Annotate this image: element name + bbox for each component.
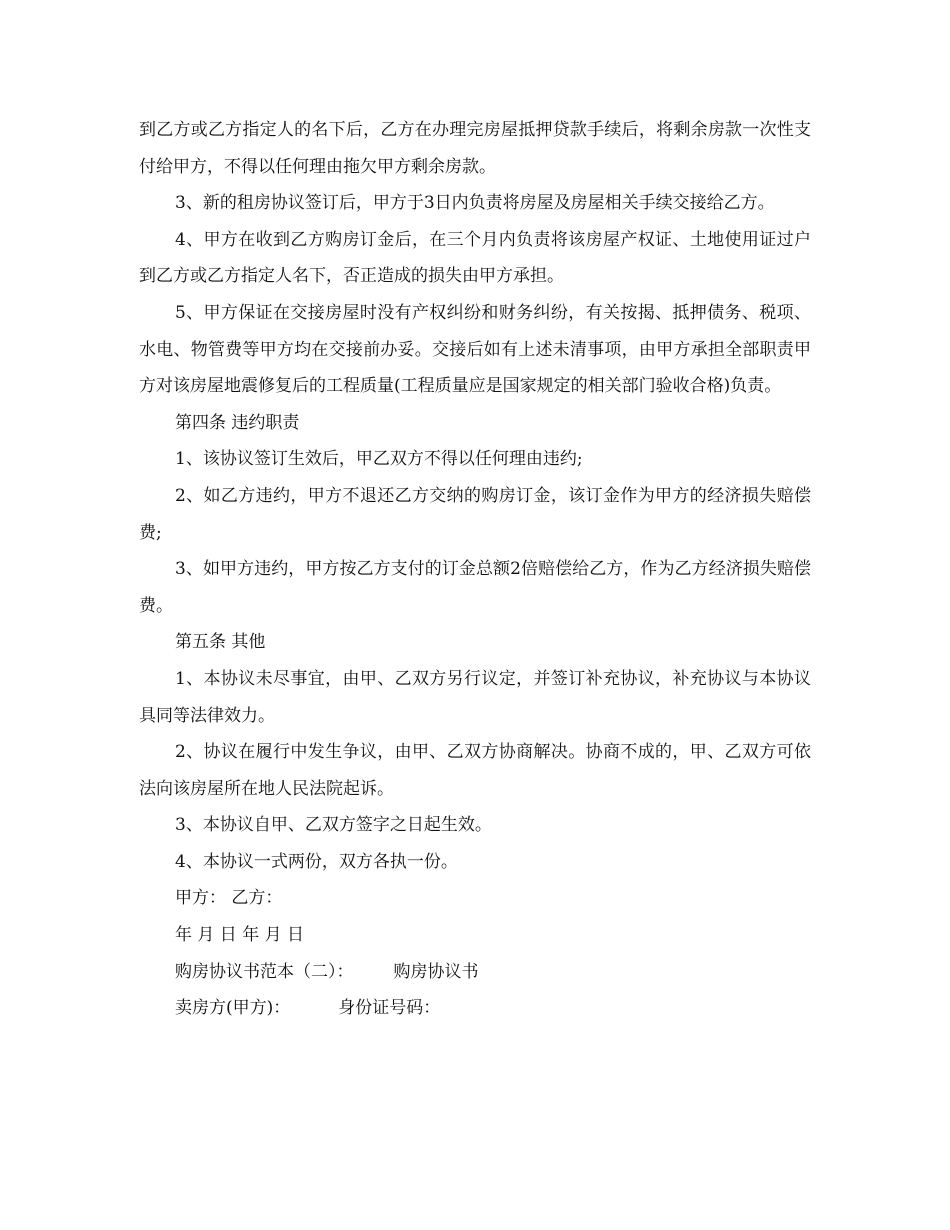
paragraph-breach-3: 3、如甲方违约，甲方按乙方支付的订金总额2倍赔偿给乙方，作为乙方经济损失赔偿费。 — [139, 559, 811, 616]
heading-article-5: 第五条 其他 — [175, 632, 266, 653]
signature-dates: 年 月 日 年 月 日 — [175, 925, 305, 946]
paragraph-other-2: 2、协议在履行中发生争议，由甲、乙双方协商解决。协商不成的，甲、乙双方可依法向该房屋所在地人民法院起诉。 — [139, 742, 811, 799]
paragraph-breach-1: 1、该协议签订生效后，甲乙双方不得以任何理由违约; — [175, 449, 583, 470]
paragraph-other-4: 4、本协议一式两份，双方各执一份。 — [175, 851, 458, 872]
paragraph-clause-5-guarantee: 5、甲方保证在交接房屋时没有产权纠纷和财务纠纷，有关按揭、抵押债务、税项、水电、物管费等甲方均在交接前办妥。交接后如有上述未清事项，由甲方承担全部职责甲方对该房屋地震修复后的工程质量(工程质量应是国家规定的相关部门验收合格)负责。 — [139, 302, 811, 397]
heading-article-4: 第四条 违约职责 — [175, 412, 300, 433]
paragraph-clause-3-handover: 3、新的租房协议签订后，甲方于3日内负责将房屋及房屋相关手续交接给乙方。 — [175, 193, 775, 214]
id-number-label: 身份证号码： — [338, 998, 441, 1019]
sample-title-line — [139, 954, 811, 991]
paragraph-other-3: 3、本协议自甲、乙双方签字之日起生效。 — [175, 815, 492, 836]
seller-label: 卖房方(甲方)： — [175, 998, 291, 1019]
sample-title-right: 购房协议书 — [393, 961, 479, 982]
document-body — [139, 112, 811, 1027]
paragraph-payment-terms: 到乙方或乙方指定人的名下后，乙方在办理完房屋抵押贷款手续后，将剩余房款一次性支付给甲方，不得以任何理由拖欠甲方剩余房款。 — [139, 120, 811, 177]
signature-parties: 甲方： 乙方： — [175, 888, 283, 909]
paragraph-clause-4-transfer: 4、甲方在收到乙方购房订金后，在三个月内负责将该房屋产权证、土地使用证过户到乙方或乙方指定人名下，否正造成的损失由甲方承担。 — [139, 229, 811, 287]
sample-title-left: 购房协议书范本（二）： — [175, 961, 354, 982]
seller-info-line — [139, 990, 811, 1027]
paragraph-breach-2: 2、如乙方违约，甲方不退还乙方交纳的购房订金，该订金作为甲方的经济损失赔偿费; — [139, 485, 811, 543]
paragraph-other-1: 1、本协议未尽事宜，由甲、乙双方另行议定，并签订补充协议，补充协议与本协议具同等法律效力。 — [139, 668, 811, 726]
